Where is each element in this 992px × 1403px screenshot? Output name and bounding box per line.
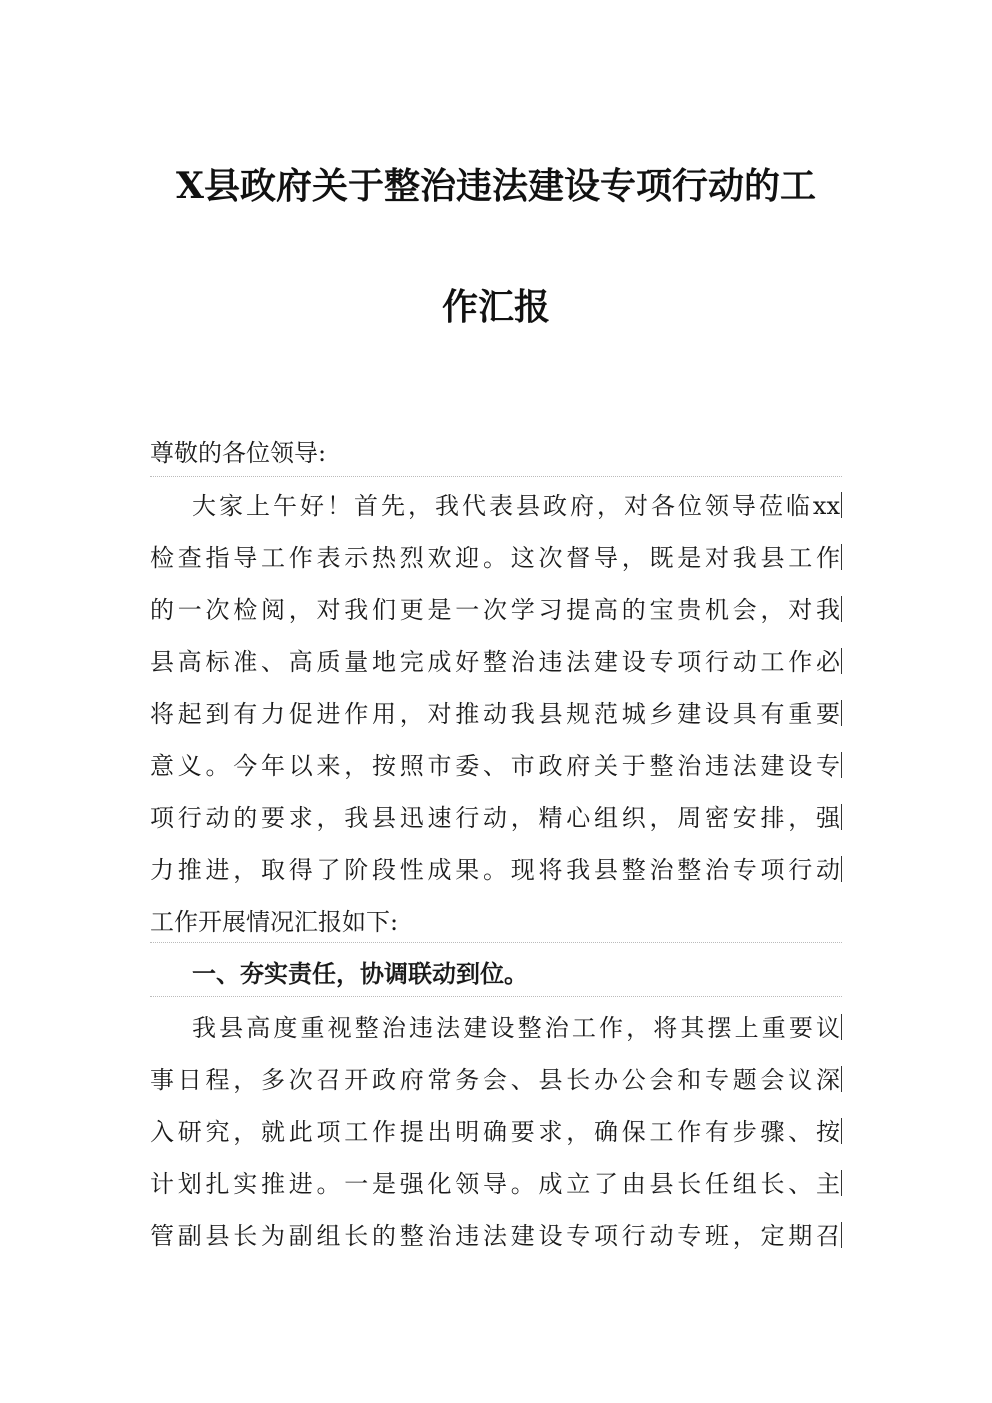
document-title-line-1: X县政府关于整治违法建设专项行动的工: [176, 165, 816, 207]
section-heading-1: 一、夯实责任，协调联动到位。: [192, 959, 528, 988]
paragraph-1-line-7: 项行动的要求，我县迅速行动，精心组织，周密安排，强: [150, 804, 840, 832]
document-title-line-2: 作汇报: [441, 286, 550, 328]
margin-mark: [841, 544, 842, 570]
paragraph-boundary-dotted: [150, 996, 842, 997]
paragraph-2-line-4: 计划扎实推进。一是强化领导。成立了由县长任组长、主: [150, 1170, 840, 1198]
margin-mark: [841, 648, 842, 674]
margin-mark: [841, 1066, 842, 1092]
margin-mark: [841, 596, 842, 622]
margin-mark: [841, 1014, 842, 1040]
paragraph-2-line-5: 管副县长为副组长的整治违法建设专项行动专班，定期召: [150, 1222, 840, 1250]
paragraph-1-line-4: 县高标准、高质量地完成好整治违法建设专项行动工作必: [150, 648, 840, 676]
paragraph-1-line-5: 将起到有力促进作用，对推动我县规范城乡建设具有重要: [150, 700, 840, 728]
paragraph-1-line-3: 的一次检阅，对我们更是一次学习提高的宝贵机会，对我: [150, 596, 840, 624]
margin-mark: [841, 1222, 842, 1248]
margin-mark: [841, 1118, 842, 1144]
paragraph-2-line-2: 事日程，多次召开政府常务会、县长办公会和专题会议深: [150, 1066, 840, 1094]
margin-mark: [841, 700, 842, 726]
paragraph-2-line-3: 入研究，就此项工作提出明确要求，确保工作有步骤、按: [150, 1118, 840, 1146]
paragraph-1-line-6: 意义。今年以来，按照市委、市政府关于整治违法建设专: [150, 752, 840, 780]
paragraph-1-line-8: 力推进，取得了阶段性成果。现将我县整治整治专项行动: [150, 856, 840, 884]
paragraph-2-line-1: 我县高度重视整治违法建设整治工作，将其摆上重要议: [192, 1014, 840, 1042]
paragraph-1-line-9: 工作开展情况汇报如下:: [150, 908, 399, 936]
margin-mark: [841, 804, 842, 830]
margin-mark: [841, 856, 842, 882]
margin-mark: [841, 752, 842, 778]
paragraph-1-line-2: 检查指导工作表示热烈欢迎。这次督导，既是对我县工作: [150, 544, 840, 572]
salutation: 尊敬的各位领导:: [150, 439, 327, 467]
paragraph-1-line-1: 大家上午好！首先，我代表县政府，对各位领导莅临xx: [192, 492, 840, 520]
margin-mark: [841, 1170, 842, 1196]
paragraph-boundary-dotted: [150, 476, 842, 477]
paragraph-boundary-dotted: [150, 942, 842, 943]
margin-mark: [841, 492, 842, 518]
